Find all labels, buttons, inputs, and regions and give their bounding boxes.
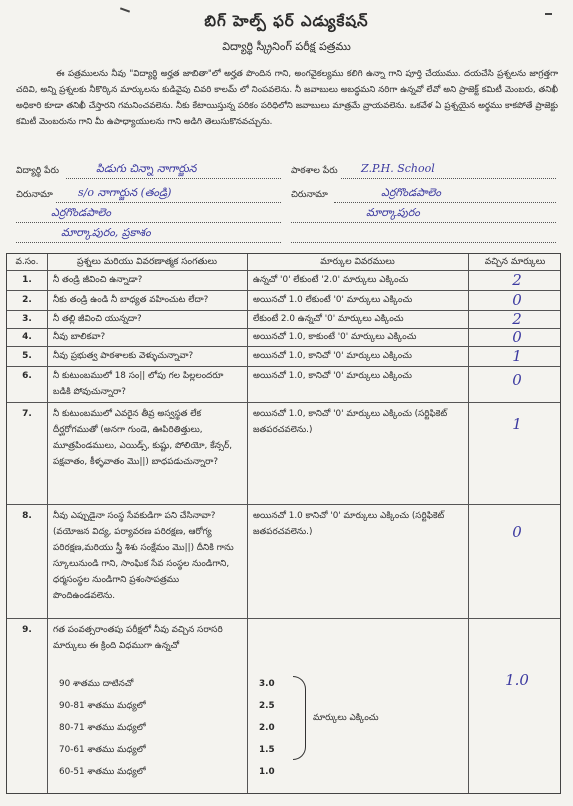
bracket-icon	[293, 676, 306, 760]
score-value[interactable]: 2	[512, 271, 522, 289]
row-number: 1.	[22, 275, 32, 285]
band-points: 1.5	[259, 745, 275, 755]
question-text: నీవు ఎప్పుడైనా సంస్థ సేవకుడిగా పని చేసినావా? (వయోజన విద్య, పర్యావరణ పరిరక్షణ, ఆరోగ్య పరిరక్షణ,మరియు స్త్రీ శిశు సంక్షేమం మొ||) దీనికి గాను స్కూలునుండి గాని, సాంఘిక సేవ సంస్థల నుండిగాని, ధర్మసంస్థల నుండిగాని ప్రశంసాపత్రము పొందిఉండవలెను.	[53, 511, 234, 601]
score-value[interactable]: 1	[512, 347, 522, 365]
school-address-line-1	[334, 190, 556, 203]
col-divider	[47, 254, 48, 793]
row-number: 7.	[22, 409, 32, 419]
screening-table	[6, 253, 561, 794]
question-text: నీవు బాలికవా?	[53, 332, 106, 342]
school-label: పాఠశాల పేరు	[291, 166, 338, 176]
score-value[interactable]: 1.0	[505, 671, 529, 689]
row-divider	[7, 346, 560, 347]
row-number: 4.	[22, 332, 32, 342]
marks-rule: అయినచో 1.0, కాకుంటే '0' మార్కులు ఎక్కించు	[253, 332, 417, 342]
row-divider	[7, 366, 560, 367]
band-points: 2.0	[259, 723, 275, 733]
marks-rule: లేకుంటే 2.0 ఉన్నచో '0' మార్కులు ఎక్కించు	[253, 314, 404, 324]
school-address-label: చిరునామా	[291, 190, 328, 200]
score-value[interactable]: 0	[512, 523, 522, 541]
score-value[interactable]: 2	[512, 310, 522, 328]
row-number: 6.	[22, 371, 32, 381]
page-subtitle: విద్యార్థి స్క్రీనింగ్ పరీక్ష పత్రము	[222, 40, 351, 53]
marks-rule: ఉన్నచో '0' లేకుంటే '2.0' మార్కులు ఎక్కించు	[253, 275, 409, 285]
row-number: 9.	[22, 625, 32, 635]
row-divider	[7, 270, 560, 271]
address-value-2[interactable]: ఎర్రగొండపాలెం	[51, 206, 111, 219]
row-divider	[7, 290, 560, 291]
band-range: 90-81 శాతము మధ్యలో	[59, 701, 146, 711]
header-sno: వ.సం.	[15, 257, 39, 267]
marks-rule: అయినచో 1.0, కానిచో '0' మార్కులు ఎక్కించు (సర్టిఫికెట్ జతపరచవలెను.)	[253, 409, 448, 435]
col-divider	[468, 254, 469, 793]
row-divider	[7, 504, 560, 505]
question-text: నీకు తండ్రి ఉండి నీ బాధ్యత వహించుట లేదా?	[53, 295, 209, 305]
row-number: 3.	[22, 314, 32, 324]
row-number: 5.	[22, 351, 32, 361]
school-address-line-3	[291, 230, 556, 243]
question-text: గత పంవత్సరాంతపు పరీక్షలో నీవు వచ్చిన సరాసరి మార్కులు ఈ క్రింది విధముగా ఉన్నచో	[53, 625, 223, 651]
bands-note: మార్కులు ఎక్కించు	[313, 713, 379, 723]
header-score: వచ్చిన మార్కులు	[484, 257, 546, 267]
instructions-paragraph: ఈ పత్రములను నీవు "విద్యార్థి అర్హత జాబితా"లో అర్హత పొందిన గాని, అంగవైకల్యము కలిగి ఉన్నా గాని పూర్తి చేయుము. దయచేసి ప్రశ్నలను జాగ్రత్తగా చదివి, అన్ని ప్రశ్నలకు నీకొర్కిన మార్కులను కుడివైపు చివరి కాలమ్ లో నింపవలెను. నీ జవాబులు అబద్ధమని నరిగా ఉన్నవో లేవో అని ప్రాజెక్ట్ కమిటీ మెంబరు, తనిఖీ అధికారి కూడా తనిఖీ చేస్తారని గమనించవలెను. నీకు కేటాయిస్తున్న పరికం పరిధిలోని జవాబులు మాత్రమే వ్రాయవలెను. ఒకవేళ ఏ ప్రశ్నయైన అర్థము కాకపోతే ప్రాజెక్టు కమిటీ మెంబరును గాని మీ ఉపాధ్యాయులను గాని అడిగి తెలుసుకొనవచ్చును.	[16, 69, 558, 127]
question-text: నీ తల్లి జీవించి యున్నదా?	[53, 314, 142, 324]
address-value-1[interactable]: s/o నాగార్జున (తండ్రి)	[78, 186, 172, 199]
page-title: బిగ్ హెల్ప్ ఫర్ ఎడ్యుకేషన్	[204, 12, 369, 30]
score-value[interactable]: 0	[512, 328, 522, 346]
address-value-3[interactable]: మార్కాపురం, ప్రకాశం	[61, 226, 151, 239]
header-question: ప్రశ్నలు మరియు వివరణాత్మక సంగతులు	[77, 257, 217, 267]
school-address-value-1[interactable]: ఎర్రగొండపాలెం	[381, 186, 441, 199]
question-text: నీ తండ్రి జీవించి ఉన్నాడా?	[53, 275, 143, 285]
band-range: 90 శాతము దాటినచో	[59, 679, 134, 689]
band-points: 1.0	[259, 767, 275, 777]
col-divider	[247, 254, 248, 793]
row-number: 8.	[22, 511, 32, 521]
student-name-value[interactable]: పిడుగు చిన్నా నాగార్జున	[96, 162, 197, 175]
marks-rule: అయినచో 1.0 లేకుంటే '0' మార్కులు ఎక్కించు	[253, 295, 413, 305]
header-marks: మార్కుల వివరములు	[320, 257, 395, 267]
band-range: 60-51 శాతము మధ్యలో	[59, 767, 146, 777]
marks-rule: అయినచో 1.0, కానిచో '0' మార్కులు ఎక్కించు	[253, 351, 412, 361]
score-value[interactable]: 0	[512, 291, 522, 309]
band-points: 3.0	[259, 679, 275, 689]
row-divider	[7, 618, 560, 619]
score-value[interactable]: 1	[512, 415, 522, 433]
student-name-label: విద్యార్థి పేరు	[16, 166, 59, 176]
band-range: 70-61 శాతము మధ్యలో	[59, 745, 146, 755]
address-label: చిరునామా	[16, 190, 53, 200]
band-range: 80-71 శాతము మధ్యలో	[59, 723, 146, 733]
score-value[interactable]: 0	[512, 371, 522, 389]
marks-rule: అయినచో 1.0, కానిచో '0' మార్కులు ఎక్కించు	[253, 371, 412, 381]
row-number: 2.	[22, 295, 32, 305]
row-divider	[7, 402, 560, 403]
question-text: నీవు ప్రభుత్వ పాఠశాలకు వెళ్ళుచున్నావా?	[53, 351, 194, 361]
band-points: 2.5	[259, 701, 275, 711]
question-text: నీ కుటుంబములో ఎవరైన తీవ్ర అస్వస్థత లేక దీర్ఘరోగముతో (అనగా గుండె, ఊపిరితిత్తులు, మూత్రపిండములు, ఎయిడ్స్, కుష్టు, పోలియో, కేన్సర్, పక్షవాతం, కీళ్ళవాతం మొ||) బాధపడుచున్నారా?	[53, 409, 233, 467]
question-text: నీ కుటుంబములో 18 సం|| లోపు గల పిల్లలందరూ బడికి పోవుచున్నారా?	[53, 371, 224, 397]
school-address-value-2[interactable]: మార్కాపురం	[366, 206, 420, 219]
marks-rule: అయినచో 1.0 కానిచో '0' మార్కులు ఎక్కించు (సర్టిఫికెట్ జతపరచవలెను.)	[253, 511, 445, 537]
school-value[interactable]: Z.P.H. School	[361, 162, 435, 175]
school-address-line-2	[291, 210, 556, 223]
